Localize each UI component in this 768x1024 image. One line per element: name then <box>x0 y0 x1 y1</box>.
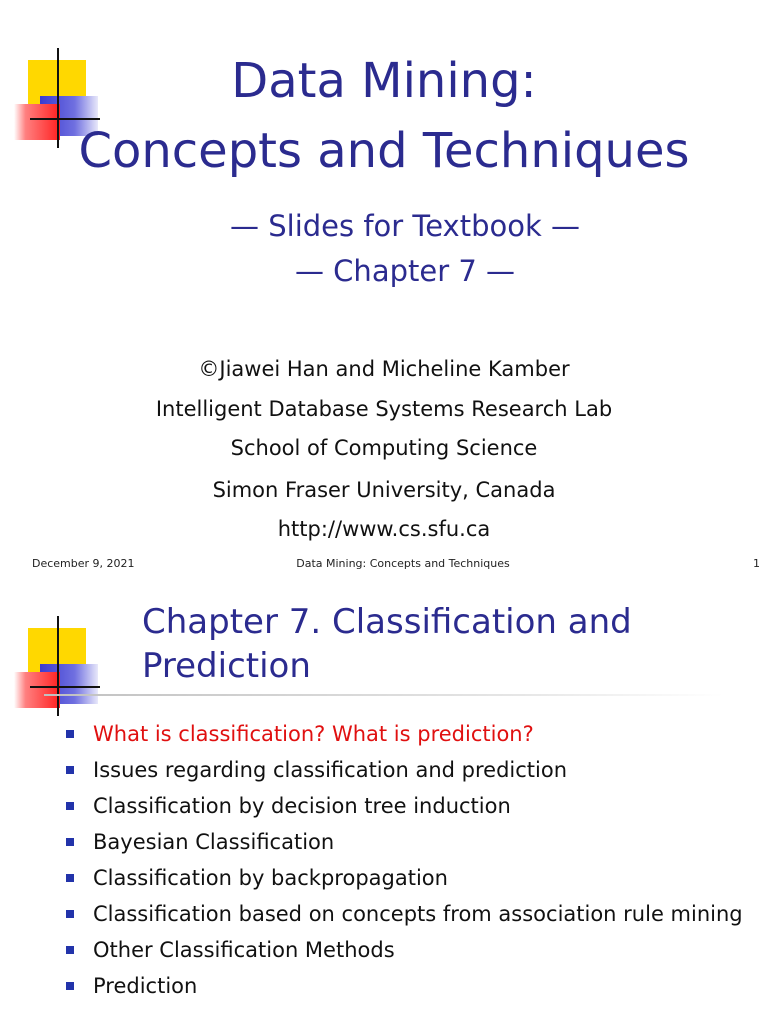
slide-title-line-1: Data Mining: <box>231 53 537 109</box>
list-item-label: Classification based on concepts from association rule mining <box>93 902 743 926</box>
square-bullet-icon <box>66 730 74 738</box>
footer-date: December 9, 2021 <box>32 557 135 570</box>
square-bullet-icon <box>66 838 74 846</box>
list-item-label: Issues regarding classification and prediction <box>93 758 568 782</box>
square-bullet-icon <box>66 946 74 954</box>
topic-list <box>66 720 746 1008</box>
list-item-label: Classification by decision tree induction <box>93 794 511 818</box>
logo-red-square <box>14 672 60 708</box>
credit-lab: Intelligent Database Systems Research Lab <box>155 397 613 421</box>
square-bullet-icon <box>66 910 74 918</box>
footer-title: Data Mining: Concepts and Techniques <box>296 557 510 570</box>
list-item-label: What is classification? What is prediction? <box>93 722 534 746</box>
list-item <box>66 792 746 821</box>
footer-page-number: 1 <box>753 557 760 570</box>
subtitle-line-2: — Chapter 7 — <box>294 254 516 288</box>
chapter-title: Chapter 7. Classification and Prediction <box>142 602 632 686</box>
list-item-label: Bayesian Classification <box>93 830 335 854</box>
logo-vertical-line <box>57 616 59 716</box>
logo-horizontal-line <box>30 686 100 688</box>
square-bullet-icon <box>66 982 74 990</box>
list-item-label: Classification by backpropagation <box>93 866 448 890</box>
title-rule <box>44 694 724 696</box>
list-item <box>66 864 746 893</box>
list-item-label: Other Classification Methods <box>93 938 395 962</box>
corner-logo-icon <box>0 580 110 730</box>
chapter-slide <box>0 580 768 1024</box>
square-bullet-icon <box>66 874 74 882</box>
credit-url: http://www.cs.sfu.ca <box>277 517 491 541</box>
list-item <box>66 900 746 929</box>
list-item <box>66 936 746 965</box>
credit-authors: ©Jiawei Han and Micheline Kamber <box>198 357 570 381</box>
square-bullet-icon <box>66 802 74 810</box>
credit-university: Simon Fraser University, Canada <box>212 478 556 502</box>
list-item <box>66 720 746 749</box>
list-item <box>66 756 746 785</box>
slide-title-line-2: Concepts and Techniques <box>78 123 690 179</box>
list-item <box>66 828 746 857</box>
list-item <box>66 972 746 1001</box>
credit-school: School of Computing Science <box>230 436 538 460</box>
list-item-label: Prediction <box>93 974 198 998</box>
square-bullet-icon <box>66 766 74 774</box>
subtitle-line-1: — Slides for Textbook — <box>230 209 580 243</box>
